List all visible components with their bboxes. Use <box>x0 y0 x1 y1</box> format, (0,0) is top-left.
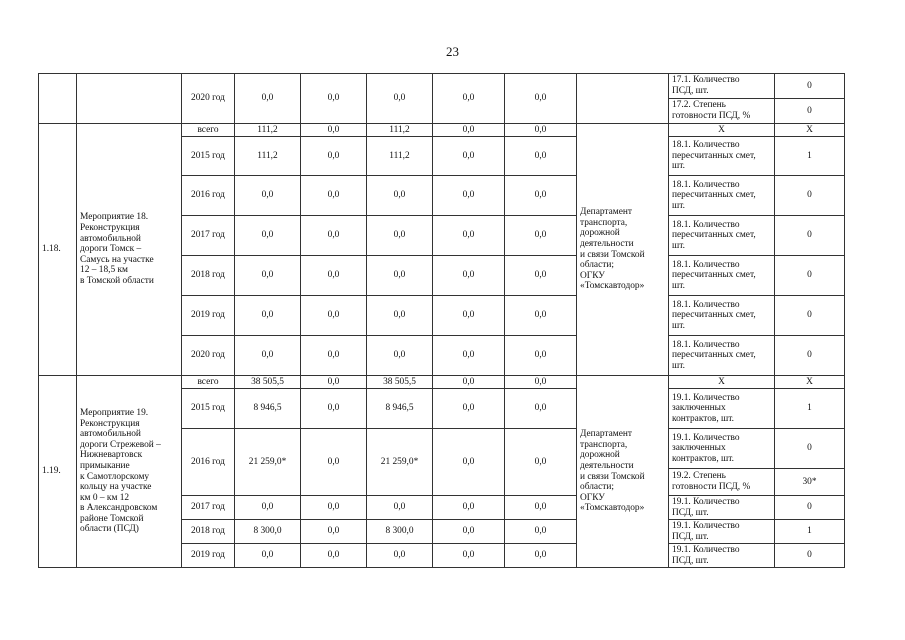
value-cell: 0,0 <box>433 376 505 389</box>
value-cell: 0,0 <box>505 544 577 568</box>
value-cell: 0,0 <box>433 296 505 336</box>
program-activities-table <box>38 73 845 568</box>
value-cell: 0,0 <box>367 296 433 336</box>
indicator-cell: 18.1. Количество пересчитанных смет, шт. <box>669 296 775 336</box>
value-cell: 0,0 <box>505 496 577 520</box>
value-cell: 0,0 <box>367 544 433 568</box>
value-cell: 0,0 <box>235 336 301 376</box>
value-cell: 38 505,5 <box>367 376 433 389</box>
indicator-value: 0 <box>775 256 845 296</box>
value-cell: 0,0 <box>505 74 577 124</box>
year-cell: 2015 год <box>182 389 235 429</box>
value-cell: 21 259,0* <box>367 429 433 496</box>
value-cell: 0,0 <box>505 520 577 544</box>
value-cell: 38 505,5 <box>235 376 301 389</box>
value-cell: 0,0 <box>433 256 505 296</box>
indicator-value: 0 <box>775 336 845 376</box>
value-cell: 8 946,5 <box>367 389 433 429</box>
value-cell: 0,0 <box>433 336 505 376</box>
value-cell: 0,0 <box>505 296 577 336</box>
value-cell: 0,0 <box>433 389 505 429</box>
indicator-value: 0 <box>775 429 845 469</box>
value-cell: 0,0 <box>505 176 577 216</box>
value-cell: 0,0 <box>301 544 367 568</box>
indicator-cell: Х <box>669 376 775 389</box>
year-cell: 2018 год <box>182 520 235 544</box>
value-cell: 0,0 <box>235 544 301 568</box>
value-cell: 0,0 <box>367 256 433 296</box>
executor-cell <box>577 74 669 124</box>
value-cell: 0,0 <box>433 429 505 496</box>
value-cell: 0,0 <box>301 176 367 216</box>
value-cell: 0,0 <box>235 256 301 296</box>
value-cell: 8 300,0 <box>235 520 301 544</box>
value-cell: 0,0 <box>301 429 367 496</box>
indicator-cell: Х <box>669 124 775 137</box>
indicator-value: 0 <box>775 496 845 520</box>
value-cell: 0,0 <box>235 74 301 124</box>
year-cell: 2017 год <box>182 496 235 520</box>
indicator-cell: 18.1. Количество пересчитанных смет, шт. <box>669 216 775 256</box>
value-cell: 0,0 <box>367 74 433 124</box>
indicator-cell: 19.1. Количество заключенных контрактов, шт. <box>669 389 775 429</box>
indicator-value: 0 <box>775 74 845 99</box>
value-cell: 0,0 <box>301 216 367 256</box>
value-cell: 0,0 <box>301 296 367 336</box>
indicator-cell: 17.2. Степень готовности ПСД, % <box>669 99 775 124</box>
indicator-cell: 18.1. Количество пересчитанных смет, шт. <box>669 176 775 216</box>
indicator-value: 0 <box>775 216 845 256</box>
value-cell: 0,0 <box>505 336 577 376</box>
indicator-value: 0 <box>775 176 845 216</box>
value-cell: 0,0 <box>235 296 301 336</box>
indicator-cell: 18.1. Количество пересчитанных смет, шт. <box>669 336 775 376</box>
indicator-value: 1 <box>775 389 845 429</box>
value-cell: 0,0 <box>235 496 301 520</box>
value-cell: 21 259,0* <box>235 429 301 496</box>
value-cell: 0,0 <box>301 376 367 389</box>
value-cell: 8 946,5 <box>235 389 301 429</box>
activity-name: Мероприятие 19. Реконструкция автомобильной дороги Стрежевой – Нижневартовск примыкание к Самотлорскому кольцу на участке км 0 – км 12 в Александровском районе Томской области (ПСД) <box>77 376 182 568</box>
value-cell: 0,0 <box>433 496 505 520</box>
value-cell: 0,0 <box>505 376 577 389</box>
value-cell: 0,0 <box>433 124 505 137</box>
value-cell: 0,0 <box>433 520 505 544</box>
year-cell: 2020 год <box>182 336 235 376</box>
value-cell: 0,0 <box>301 74 367 124</box>
value-cell: 0,0 <box>433 216 505 256</box>
year-cell: 2017 год <box>182 216 235 256</box>
year-cell: 2019 год <box>182 544 235 568</box>
year-cell: всего <box>182 124 235 137</box>
indicator-cell: 19.2. Степень готовности ПСД, % <box>669 469 775 496</box>
value-cell: 0,0 <box>367 336 433 376</box>
value-cell: 0,0 <box>301 336 367 376</box>
value-cell: 111,2 <box>367 137 433 176</box>
value-cell: 0,0 <box>301 256 367 296</box>
executor-cell: Департамент транспорта, дорожной деятельности и связи Томской области; ОГКУ «Томскавтодор» <box>577 376 669 568</box>
indicator-value: 1 <box>775 137 845 176</box>
value-cell: 0,0 <box>367 176 433 216</box>
value-cell: 0,0 <box>367 216 433 256</box>
indicator-cell: 19.1. Количество ПСД, шт. <box>669 520 775 544</box>
value-cell: 0,0 <box>301 137 367 176</box>
indicator-value: Х <box>775 376 845 389</box>
value-cell: 0,0 <box>301 389 367 429</box>
year-cell: 2015 год <box>182 137 235 176</box>
indicator-cell: 19.1. Количество заключенных контрактов, шт. <box>669 429 775 469</box>
value-cell: 0,0 <box>505 429 577 496</box>
value-cell: 0,0 <box>505 124 577 137</box>
indicator-value: Х <box>775 124 845 137</box>
page-number: 23 <box>446 44 459 59</box>
value-cell: 0,0 <box>367 496 433 520</box>
year-cell: 2016 год <box>182 429 235 496</box>
year-cell: 2016 год <box>182 176 235 216</box>
value-cell: 0,0 <box>301 124 367 137</box>
year-cell: всего <box>182 376 235 389</box>
cont-num-cell <box>39 74 77 124</box>
row-number: 1.19. <box>39 376 77 568</box>
indicator-cell: 17.1. Количество ПСД, шт. <box>669 74 775 99</box>
value-cell: 111,2 <box>235 124 301 137</box>
year-cell: 2019 год <box>182 296 235 336</box>
indicator-cell: 18.1. Количество пересчитанных смет, шт. <box>669 256 775 296</box>
value-cell: 111,2 <box>367 124 433 137</box>
value-cell: 8 300,0 <box>367 520 433 544</box>
indicator-cell: 18.1. Количество пересчитанных смет, шт. <box>669 137 775 176</box>
year-cell: 2020 год <box>182 74 235 124</box>
value-cell: 0,0 <box>505 216 577 256</box>
value-cell: 0,0 <box>433 74 505 124</box>
year-cell: 2018 год <box>182 256 235 296</box>
executor-cell: Департамент транспорта, дорожной деятельности и связи Томской области; ОГКУ «Томскавтодор» <box>577 124 669 376</box>
indicator-value: 1 <box>775 520 845 544</box>
value-cell: 0,0 <box>301 496 367 520</box>
cont-name-cell <box>77 74 182 124</box>
row-number: 1.18. <box>39 124 77 376</box>
indicator-value: 0 <box>775 296 845 336</box>
value-cell: 0,0 <box>433 544 505 568</box>
value-cell: 0,0 <box>505 137 577 176</box>
value-cell: 0,0 <box>505 389 577 429</box>
value-cell: 0,0 <box>235 176 301 216</box>
indicator-value: 30* <box>775 469 845 496</box>
indicator-value: 0 <box>775 544 845 568</box>
indicator-cell: 19.1. Количество ПСД, шт. <box>669 544 775 568</box>
indicator-cell: 19.1. Количество ПСД, шт. <box>669 496 775 520</box>
value-cell: 0,0 <box>433 176 505 216</box>
value-cell: 0,0 <box>433 137 505 176</box>
activity-name: Мероприятие 18. Реконструкция автомобильной дороги Томск – Самусь на участке 12 – 18,5 км в Томской области <box>77 124 182 376</box>
value-cell: 0,0 <box>505 256 577 296</box>
value-cell: 111,2 <box>235 137 301 176</box>
indicator-value: 0 <box>775 99 845 124</box>
value-cell: 0,0 <box>235 216 301 256</box>
value-cell: 0,0 <box>301 520 367 544</box>
